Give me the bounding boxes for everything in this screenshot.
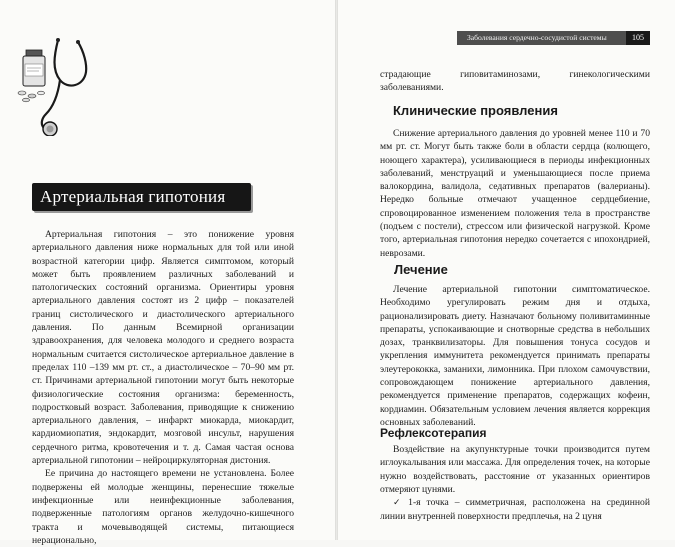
list-item-text: 1-я точка – симметричная, расположена на срединной линии внутренней поверхности предплечья, на 2 цуня bbox=[380, 497, 650, 523]
clinical-section-text bbox=[380, 127, 650, 260]
reflexotherapy-section-text bbox=[380, 443, 650, 524]
running-header: Заболевания сердечно-сосудистой системы bbox=[457, 31, 626, 45]
section-heading-clinical: Клинические проявления bbox=[393, 103, 558, 118]
paragraph: Лечение артериальной гипотонии симптоматическое. Необходимо урегулировать режим дня и отдыха, рационализировать диету. Назначают больному поливитаминные препараты, успокаивающие и снотворные средства в небольших дозах, транквилизаторы. Для повышения тонуса сосудов и укрепления иммунитета рекомендуется принимать препараты элеутерококка, заманихи, лимонника. При плохом самочувствии, сопровождающем понижение артериального давления, рекомендуется применение препаратов, содержащих кофеин, кордиамин. Обязательным условием лечения является коррекция основных заболеваний. bbox=[380, 284, 650, 428]
chapter-title bbox=[32, 183, 251, 211]
paragraph: Снижение артериального давления до уровней менее 110 и 70 мм рт. ст. Могут быть также боли в области сердца (колющего, ноющего характера), усиливающиеся в периоды инфекционных заболеваний, менструаций и уменьшающиеся после приема валокордина, валидола, седативных препаратов (валерианы). Нередко больные отмечают учащенное сердцебиение, спровоцированное изменением положения тела в пространстве (подъем с постели), стрессом или физической нагрузкой. Кроме того, артериальная гипотония нередко сочетается с ипохондрией, неврозами. bbox=[380, 128, 650, 259]
continued-text bbox=[380, 68, 650, 95]
chapter-title-text: Артериальная гипотония bbox=[40, 187, 226, 206]
page-number: 105 bbox=[626, 31, 650, 45]
paragraph: Воздействие на акупунктурные точки производится путем иглоукалывания или массажа. Для определения точек, на которые нужно воздействовать, расстояние от указанных ориентиров отмеряют цунями. bbox=[380, 444, 650, 495]
stethoscope-and-pill-bottle-icon bbox=[14, 36, 94, 136]
section-heading-treatment: Лечение bbox=[394, 262, 448, 277]
paragraph: Артериальная гипотония – это понижение уровня артериального давления ниже нормальных для той или иной возрастной категории цифр. Является симптомом, который может быть проявлением различных заболеваний и патологических состояний организма. Ориентиры уровня артериального давления состоят из 2 цифр – показателей границ систолического и диастолического артериального давления. По данным Всемирной организации здравоохранения, для человека молодого и среднего возраста нормальным считается систолическое артериальное давление в пределах 110 –139 мм рт. ст., а диастолическое – 70–90 мм рт. ст. Причинами артериальной гипотонии могут быть некоторые физиологические состояния организма: беременность, подростковый возраст. Заболевания, приводящие к снижению артериального давления, – инфаркт миокарда, миокардит, кардиомиопатия, эндокардит, мозговой инсульт, нарушения сердечного ритма, кровотечения и т. д. Самая частая основа артериальной гипотонии – нейроциркуляторная дистония. bbox=[32, 229, 294, 467]
paragraph: страдающие гиповитаминозами, гинекологическими заболеваниями. bbox=[380, 69, 650, 94]
list-item bbox=[380, 496, 650, 524]
book-gutter bbox=[335, 0, 338, 540]
paragraph: Ее причина до настоящего времени не установлена. Более подвержены ей молодые женщины, перенесшие тяжелые инфекционные или неинфекционные заболевания, подверженные патологиям органов желудочно-кишечного тракта и мочевыводящей системы, питающиеся нерационально, bbox=[32, 468, 294, 546]
checkmark-icon: ✓ bbox=[393, 498, 405, 509]
section-heading-reflexotherapy: Рефлексотерапия bbox=[380, 426, 487, 440]
left-column-text bbox=[32, 228, 294, 547]
treatment-section-text bbox=[380, 283, 650, 429]
